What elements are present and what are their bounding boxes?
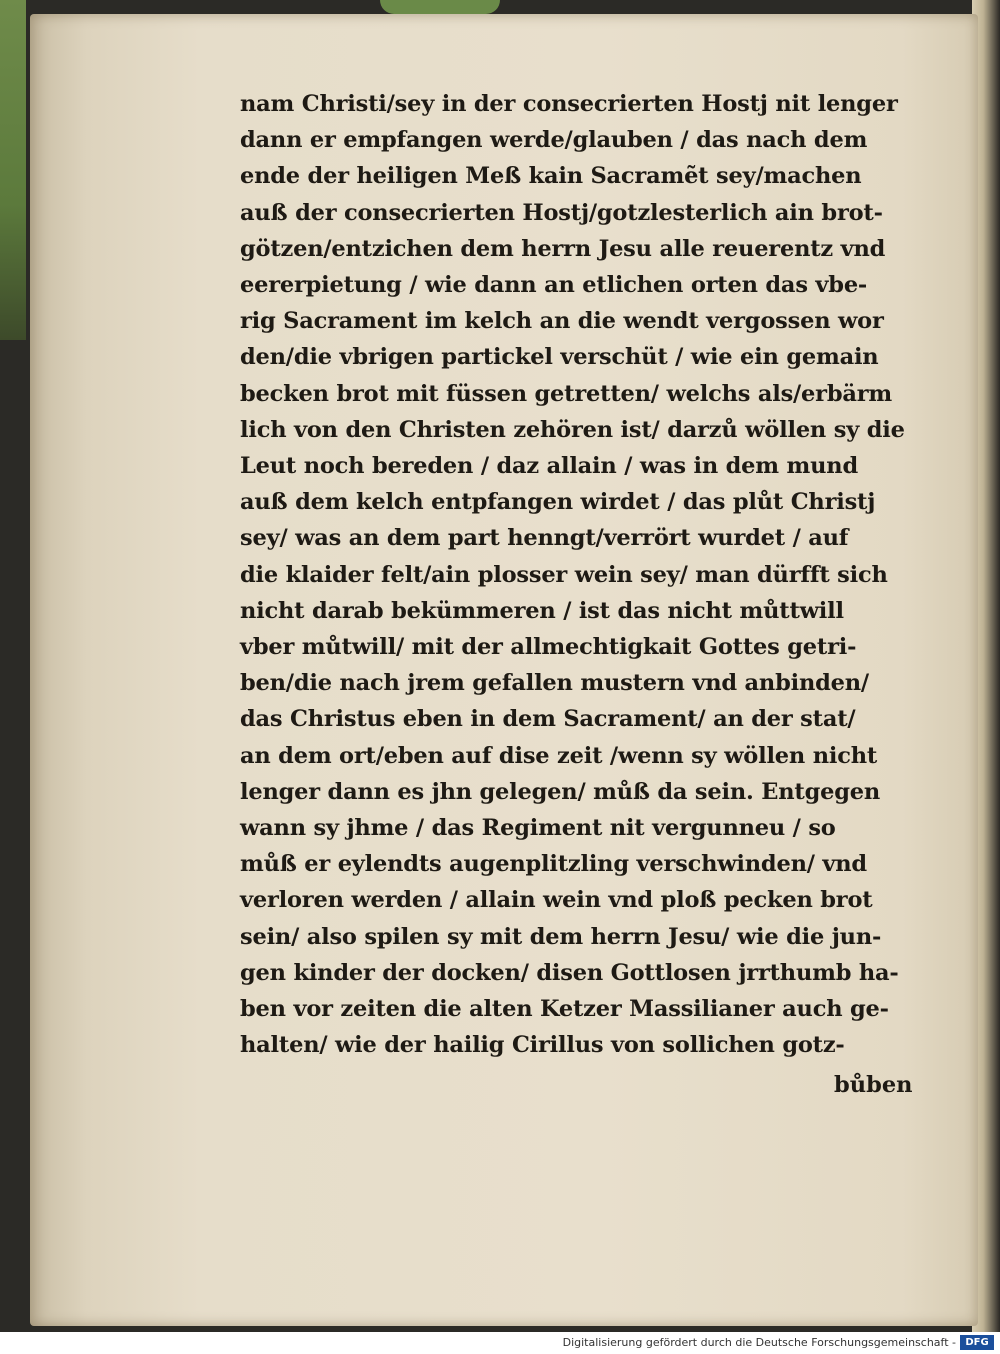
text-line: auß dem kelch entpfangen wirdet / das plůt Christj	[240, 489, 876, 516]
text-line: götzen/entzichen dem herrn Jesu alle reuerentz vnd	[240, 235, 886, 262]
book-page	[30, 14, 978, 1326]
text-line: dann er empfangen werde/glauben / das nach dem	[240, 127, 868, 154]
funding-credit: Digitalisierung gefördert durch die Deutsche Forschungsgemeinschaft -	[562, 1336, 956, 1349]
text-line: verloren werden / allain wein vnd ploß pecken brot	[240, 887, 873, 914]
catchword: bůben	[834, 1072, 913, 1098]
text-line: nam Christi/sey in der consecrierten Hostj nit lenger	[240, 91, 898, 117]
text-line: ben/die nach jrem gefallen mustern vnd anbinden/	[240, 670, 869, 697]
text-line: an dem ort/eben auf dise zeit /wenn sy wöllen nicht	[240, 742, 878, 769]
text-line: den/die vbrigen partickel verschüt / wie ein gemain	[240, 344, 879, 371]
text-line: můß er eylendts augenplitzling verschwinden/ vnd	[240, 851, 867, 878]
footer-bar	[0, 1332, 1000, 1354]
text-line: lenger dann es jhn gelegen/ můß da sein. Entgegen	[240, 778, 881, 805]
green-binding-edge	[0, 0, 26, 340]
text-line: wann sy jhme / das Regiment nit vergunneu / so	[240, 815, 836, 842]
text-line: rig Sacrament im kelch an die wendt vergossen wor	[240, 308, 884, 335]
green-page-tab	[380, 0, 500, 14]
text-line: das Christus eben in dem Sacrament/ an der stat/	[240, 706, 856, 733]
text-line: gen kinder der docken/ disen Gottlosen jrrthumb ha-	[240, 959, 899, 986]
page-text-block	[240, 86, 930, 1063]
text-line: auß der consecrierten Hostj/gotzlesterlich ain brot-	[240, 199, 883, 226]
text-line: sein/ also spilen sy mit dem herrn Jesu/ wie die jun-	[240, 923, 882, 950]
text-line: Leut noch bereden / daz allain / was in dem mund	[240, 453, 858, 480]
text-line: nicht darab bekümmeren / ist das nicht můttwill	[240, 597, 844, 624]
text-line: becken brot mit füssen getretten/ welchs als/erbärm	[240, 380, 892, 407]
text-line: halten/ wie der hailig Cirillus von sollichen gotz-	[240, 1032, 845, 1059]
text-line: ben vor zeiten die alten Ketzer Massilianer auch ge-	[240, 996, 889, 1023]
text-line: vber můtwill/ mit der allmechtigkait Gottes getri-	[240, 634, 857, 661]
text-line: sey/ was an dem part henngt/verrört wurdet / auf	[240, 525, 849, 552]
text-line: die klaider felt/ain plosser wein sey/ man dürfft sich	[240, 561, 888, 588]
text-line: lich von den Christen zehören ist/ darzů wöllen sy die	[240, 416, 905, 443]
text-line: eererpietung / wie dann an etlichen orten das vbe-	[240, 272, 868, 299]
text-line: ende der heiligen Meß kain Sacramẽt sey/machen	[240, 163, 862, 190]
dfg-logo-icon: DFG	[960, 1335, 994, 1350]
